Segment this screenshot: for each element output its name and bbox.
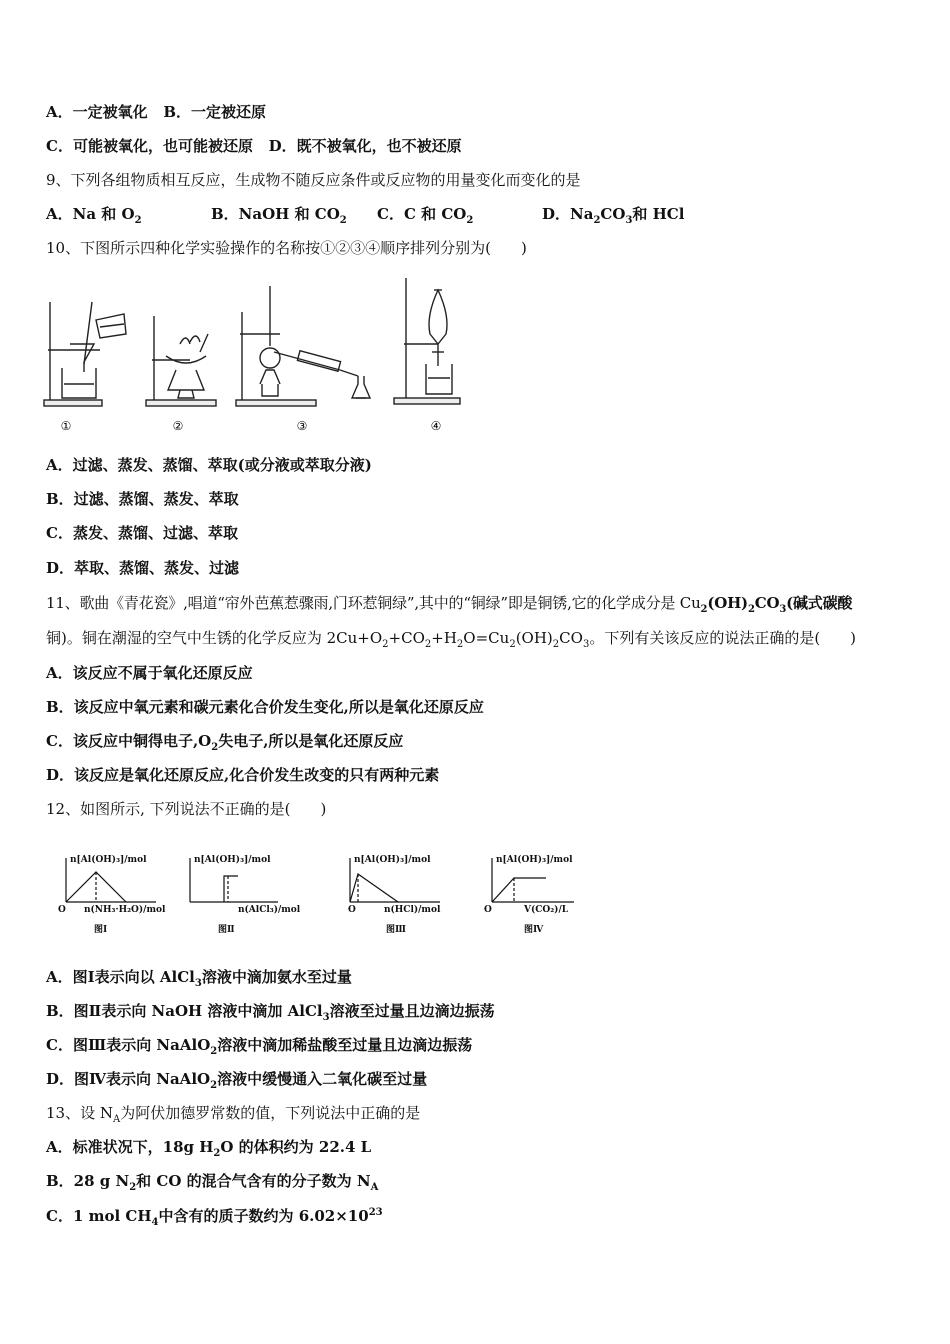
svg-text:图Ⅲ: 图Ⅲ (386, 925, 406, 935)
q10-option-a: A．过滤、蒸发、蒸馏、萃取(或分液或萃取分液) (46, 456, 372, 474)
distillation-apparatus (236, 286, 370, 406)
q12-option-a: A．图Ⅰ表示向以 AlCl$_3$溶液中滴加氨水至过量 (46, 968, 352, 989)
q12-graphs-figure (48, 846, 588, 940)
svg-text:O: O (348, 905, 356, 915)
q8-option-a: A．一定被氧化 (46, 103, 148, 121)
graph-2 (190, 854, 301, 935)
fig-label-4: ④ (430, 419, 442, 433)
q12-option-d: D．图Ⅳ表示向 NaAlO$_2$溶液中缓慢通入二氧化碳至过量 (46, 1070, 428, 1091)
q10-stem: 10、下图所示四种化学实验操作的名称按①②③④顺序排列分别为( ) (46, 239, 527, 257)
q12-option-b: B．图Ⅱ表示向 NaOH 溶液中滴加 AlCl$_3$溶液至过量且边滴边振荡 (46, 1002, 495, 1023)
graph-1 (58, 854, 166, 935)
svg-text:n(HCl)/mol: n(HCl)/mol (384, 905, 441, 915)
q13-option-b: B．28 g $N_2$和 CO 的混合气含有的分子数为 $N_A$ (46, 1172, 379, 1193)
evaporation-apparatus (146, 316, 216, 406)
q9-option-a: A．Na 和 $O_2$ (46, 205, 142, 226)
svg-text:n(AlCl₃)/mol: n(AlCl₃)/mol (238, 905, 301, 915)
q12-option-c: C．图Ⅲ表示向 NaAlO$_2$溶液中滴加稀盐酸至过量且边滴边振荡 (46, 1036, 473, 1057)
svg-text:O: O (484, 905, 492, 915)
svg-text:图Ⅰ: 图Ⅰ (94, 925, 108, 935)
svg-text:n[Al(OH)₃]/mol: n[Al(OH)₃]/mol (496, 855, 573, 865)
q10-option-d: D．萃取、蒸馏、蒸发、过滤 (46, 559, 240, 577)
q12-stem: 12、如图所示, 下列说法不正确的是( ) (46, 800, 327, 818)
q10-option-c: C．蒸发、蒸馏、过滤、萃取 (46, 524, 238, 542)
q11-option-b: B．该反应中氧元素和碳元素化合价发生变化,所以是氧化还原反应 (46, 698, 484, 716)
q10-apparatus-figure (40, 272, 480, 442)
q8-option-c: C．可能被氧化，也可能被还原 (46, 137, 253, 155)
q11-option-a: A．该反应不属于氧化还原反应 (46, 664, 253, 682)
filtration-apparatus (44, 302, 126, 406)
svg-text:n[Al(OH)₃]/mol: n[Al(OH)₃]/mol (70, 855, 147, 865)
q11-stem-line1: 11、歌曲《青花瓷》,唱道“帘外芭蕉惹骤雨,门环惹铜绿”,其中的“铜绿”即是铜锈,它的化学成分是 $Cu_2(OH)_2CO_3$(碱式碳酸 (46, 594, 853, 615)
q10-option-b: B．过滤、蒸馏、蒸发、萃取 (46, 490, 239, 508)
q8-options-row1 (46, 102, 266, 122)
q13-option-c: C．1 mol $CH_4$中含有的质子数约为 $6.02\times 10^{23}$ (46, 1207, 383, 1228)
svg-text:O: O (58, 905, 66, 915)
q9-option-d: D．$Na_2CO_3$和 HCl (542, 205, 685, 226)
q11-option-c: C．该反应中铜得电子$,O_2$失电子,所以是氧化还原反应 (46, 732, 404, 753)
graph-4 (484, 854, 574, 935)
q9-stem: 9、下列各组物质相互反应，生成物不随反应条件或反应物的用量变化而变化的是 (46, 171, 581, 189)
separatory-funnel-apparatus (394, 278, 460, 404)
q9-option-c: C．C 和 $CO_2$ (377, 205, 474, 226)
fig-label-2: ② (172, 419, 184, 433)
fig-label-3: ③ (296, 419, 308, 433)
svg-text:图Ⅱ: 图Ⅱ (218, 925, 235, 935)
graph-3 (348, 854, 441, 935)
q11-option-d: D．该反应是氧化还原反应,化合价发生改变的只有两种元素 (46, 766, 440, 784)
svg-text:图Ⅳ: 图Ⅳ (524, 925, 544, 935)
svg-text:n[Al(OH)₃]/mol: n[Al(OH)₃]/mol (194, 855, 271, 865)
svg-text:n(NH₃·H₂O)/mol: n(NH₃·H₂O)/mol (84, 905, 166, 915)
q9-option-b: B．NaOH 和 $CO_2$ (211, 205, 347, 226)
fig-label-1: ① (60, 419, 72, 433)
svg-text:V(CO₂)/L: V(CO₂)/L (524, 905, 569, 915)
svg-text:n[Al(OH)₃]/mol: n[Al(OH)₃]/mol (354, 855, 431, 865)
q8-option-b: B．一定被还原 (163, 103, 266, 121)
q11-stem-line2: 铜)。铜在潮湿的空气中生锈的化学反应为 $2Cu+O_2+CO_2+H_2O=Cu_2(OH)_2CO_3$。下列有关该反应的说法正确的是( ) (46, 629, 857, 650)
q8-option-d: D．既不被氧化，也不被还原 (268, 137, 462, 155)
q13-option-a: A．标准状况下，18g $H_2O$ 的体积约为 22.4 L (46, 1138, 372, 1159)
q13-stem: 13、设 $N_A$为阿伏加德罗常数的值，下列说法中正确的是 (46, 1104, 421, 1125)
q8-options-row2 (46, 136, 462, 156)
